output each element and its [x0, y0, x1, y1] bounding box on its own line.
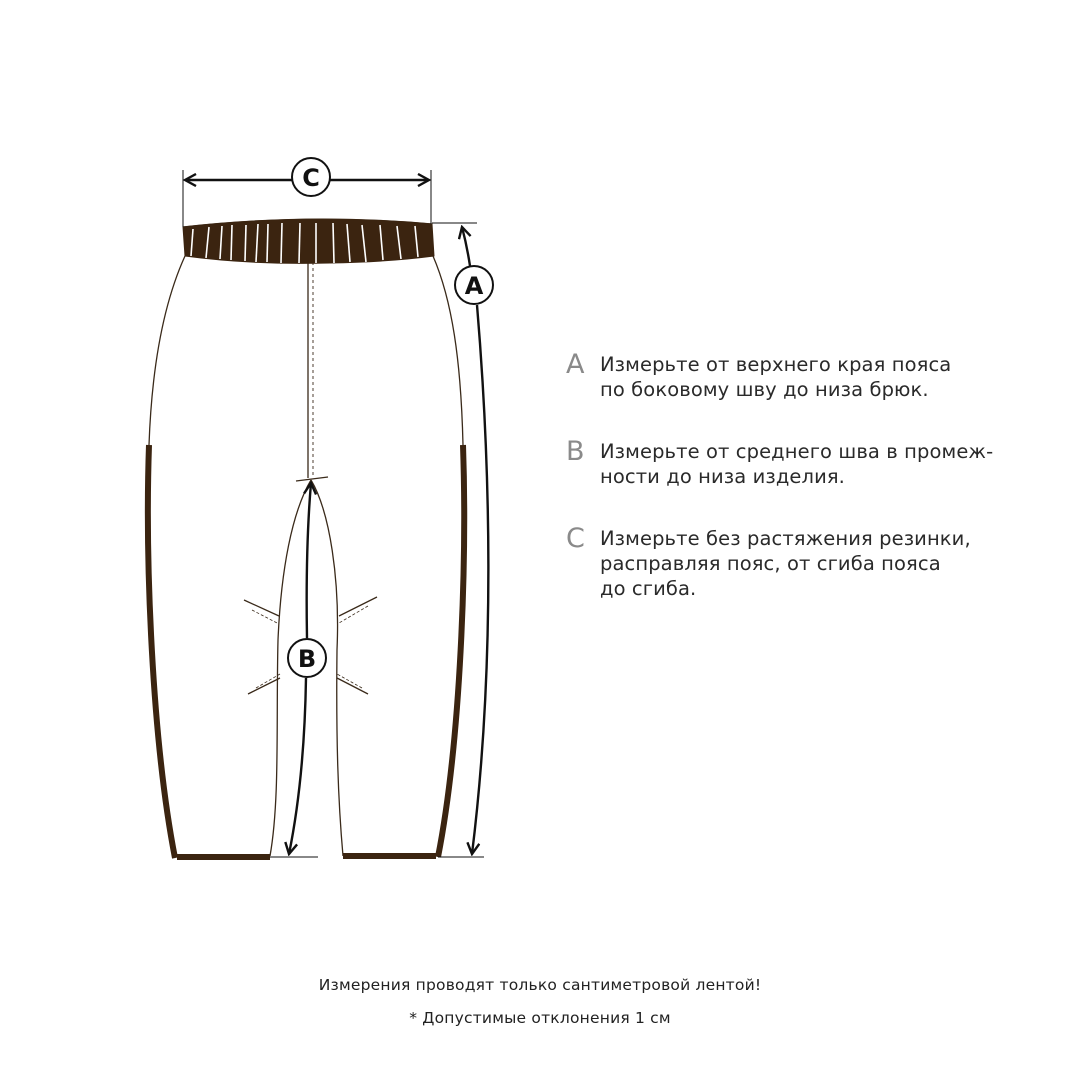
- legend-text-c-line-3: до сгиба.: [600, 577, 697, 600]
- left-outer-seam: [148, 256, 185, 858]
- right-knee-stitch-lower: [337, 674, 362, 688]
- measure-b: [270, 483, 326, 857]
- measure-b-arrow-down: [289, 678, 306, 854]
- legend-text-a-line-1: Измерьте от верхнего края пояса: [600, 353, 952, 376]
- legend-letter-b: B: [566, 436, 585, 467]
- footer-note: Измерения проводят только сантиметровой лентой!: [318, 976, 762, 994]
- left-knee-dart-lower: [248, 678, 280, 694]
- right-knee-dart-upper: [339, 597, 377, 616]
- measure-a-arrow-up: [462, 227, 470, 266]
- legend-text-b-line-1: Измерьте от среднего шва в промеж-: [600, 440, 994, 463]
- legend-letter-c: C: [566, 523, 585, 554]
- marker-b-label: B: [297, 645, 317, 673]
- left-knee-stitch-lower: [256, 674, 280, 688]
- marker-c-label: C: [302, 164, 320, 192]
- crotch-mark: [296, 477, 328, 481]
- legend-text-c-line-2: расправляя пояс, от сгиба пояса: [600, 552, 941, 575]
- legend-text-c: [600, 526, 1066, 601]
- measurement-legend: [566, 349, 1066, 638]
- measure-b-arrow-up: [307, 483, 311, 638]
- legend-text-c-line-1: Измерьте без растяжения резинки,: [600, 527, 971, 550]
- marker-a-label: A: [464, 272, 484, 300]
- right-side-trim: [438, 445, 464, 857]
- left-knee-dart-upper: [244, 600, 279, 616]
- legend-letter-a: A: [566, 349, 585, 380]
- legend-text-b-line-2: ности до низа изделия.: [600, 465, 845, 488]
- left-side-trim: [148, 445, 175, 858]
- legend-item-c: [566, 523, 1066, 601]
- right-knee-dart-lower: [337, 678, 368, 694]
- legend-text-a-line-2: по боковому шву до низа брюк.: [600, 378, 929, 401]
- measure-c: [183, 158, 431, 227]
- footer-tolerance: * Допустимые отклонения 1 см: [409, 1009, 671, 1027]
- waistband-elastic: [183, 219, 434, 263]
- legend-item-b: [566, 436, 1066, 489]
- legend-item-a: [566, 349, 1066, 402]
- pants-outline: [148, 219, 464, 858]
- measure-a-arrow-down: [472, 305, 488, 854]
- legend-text-a: [600, 352, 1066, 402]
- legend-text-b: [600, 439, 1066, 489]
- left-knee-stitch-upper: [252, 610, 279, 624]
